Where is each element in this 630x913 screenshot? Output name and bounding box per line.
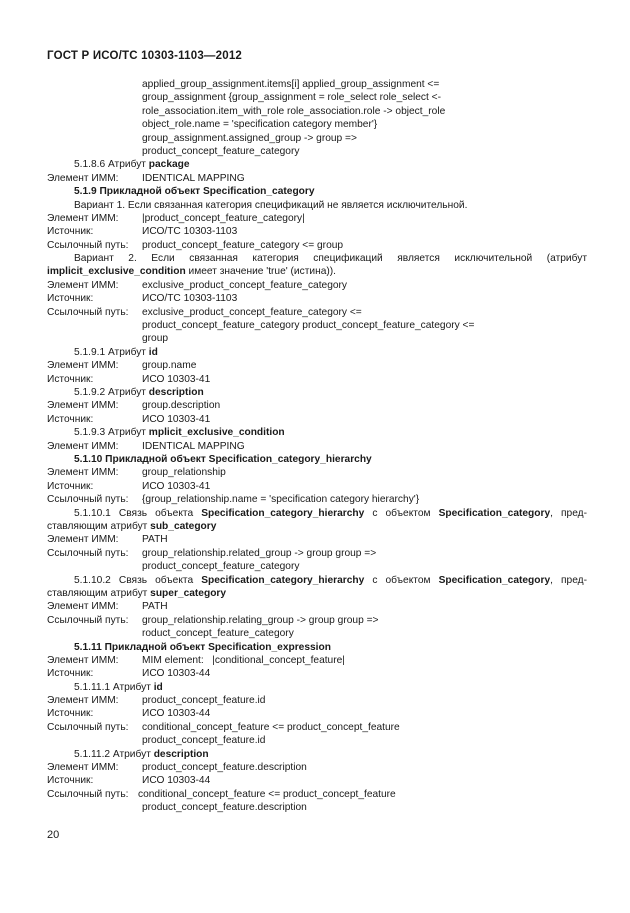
mapping-row — [47, 707, 587, 720]
relation-heading — [47, 574, 587, 601]
heading-text: с объектом — [364, 574, 439, 586]
page-number: 20 — [47, 829, 60, 841]
mapping-row — [47, 480, 587, 493]
attribute-name: id — [148, 346, 158, 358]
mapping-row — [47, 225, 587, 238]
attribute-name: implicit_exclusive_condition — [47, 266, 186, 278]
mapping-label: Элемент ИММ: — [47, 172, 119, 184]
attribute-name: mplicit_exclusive_condition — [148, 427, 285, 439]
attribute-name: description — [153, 748, 209, 760]
mapping-value: group.name — [142, 360, 197, 372]
mapping-label: Элемент ИММ: — [47, 279, 119, 291]
mapping-value: product_concept_feature_category <= group — [142, 239, 344, 251]
mapping-row — [47, 399, 587, 412]
mapping-row — [47, 172, 587, 185]
mapping-label: Элемент ИММ: — [47, 467, 119, 479]
attribute-name: super_category — [150, 587, 227, 599]
mapping-value: IDENTICAL MAPPING — [142, 440, 245, 452]
mapping-row — [47, 694, 587, 707]
mapping-label: Ссылочный путь: — [47, 614, 129, 626]
mapping-value: ИСО 10303-44 — [142, 708, 211, 720]
mapping-value: ИСО/ТС 10303-1103 — [142, 226, 238, 238]
heading-prefix: 5.1.9.1 Атрибут — [74, 346, 149, 358]
variant-text: Вариант 1. Если связанная категория спецификаций не является исключительной. — [74, 199, 468, 211]
mapping-label: Источник: — [47, 480, 94, 492]
mapping-value: ИСО 10303-44 — [142, 775, 211, 787]
heading-text: , пред-ставляющим атрибут — [47, 507, 587, 532]
mapping-value: ИСО 10303-44 — [142, 668, 211, 680]
mapping-row — [47, 239, 587, 252]
continuation-line: product_concept_feature.id — [142, 735, 266, 747]
object-name: Specification_category — [438, 507, 551, 519]
continuation-line: group_assignment {group_assignment = role_select role_select <- — [142, 92, 442, 104]
mapping-label: Ссылочный путь: — [47, 306, 129, 318]
attribute-name: description — [148, 387, 204, 399]
mapping-value: product_concept_feature.description — [142, 762, 307, 774]
mapping-row — [47, 359, 587, 372]
section-heading — [47, 641, 587, 654]
object-name: Specification_category_hierarchy — [201, 507, 365, 519]
mapping-value: group_relationship — [142, 467, 226, 479]
mapping-value: exclusive_product_concept_feature_category — [142, 279, 348, 291]
mapping-value: group.description — [142, 400, 221, 412]
attribute-name: id — [153, 681, 163, 693]
attribute-name: package — [148, 159, 190, 171]
attribute-name: sub_category — [150, 520, 217, 532]
object-name: Specification_category — [438, 574, 551, 586]
mapping-label: Элемент ИММ: — [47, 695, 119, 707]
attribute-heading — [47, 346, 587, 359]
mapping-label: Источник: — [47, 293, 94, 305]
mapping-value: |product_concept_feature_category| — [142, 212, 305, 224]
variant-paragraph — [47, 252, 587, 279]
mapping-row — [47, 547, 587, 560]
mapping-label: Источник: — [47, 413, 94, 425]
mapping-value: conditional_concept_feature <= product_concept_feature — [138, 788, 396, 800]
mapping-label: Ссылочный путь: — [47, 788, 129, 800]
mapping-label: Ссылочный путь: — [47, 721, 129, 733]
continuation-line: product_concept_feature_category product_concept_feature_category <= — [142, 320, 475, 332]
heading-prefix: 5.1.9.3 Атрибут — [74, 427, 149, 439]
mapping-row — [47, 774, 587, 787]
mapping-row — [47, 413, 587, 426]
mapping-row — [47, 440, 587, 453]
mapping-value: exclusive_product_concept_feature_category <= — [142, 306, 362, 318]
mapping-label: Элемент ИММ: — [47, 654, 119, 666]
mapping-row — [47, 212, 587, 225]
document-body — [47, 78, 587, 815]
mapping-label: Ссылочный путь: — [47, 239, 129, 251]
paragraph-text: Вариант 2. Если связанная категория спецификаций является исключительной (атрибут — [74, 253, 587, 265]
mapping-value: conditional_concept_feature <= product_concept_feature — [142, 721, 400, 733]
attribute-heading — [47, 158, 587, 171]
continuation-line: applied_group_assignment.items[i] applied_group_assignment <= — [142, 79, 440, 90]
mapping-label: Источник: — [47, 668, 94, 680]
mapping-row — [47, 493, 587, 506]
mapping-label: Элемент ИММ: — [47, 601, 119, 613]
mapping-label: Элемент ИММ: — [47, 212, 119, 224]
mapping-value: PATH — [142, 601, 168, 613]
mapping-value: ИСО 10303-41 — [142, 413, 211, 425]
mapping-label: Элемент ИММ: — [47, 762, 119, 774]
mapping-label: Элемент ИММ: — [47, 360, 119, 372]
continuation-line: roduct_concept_feature_category — [142, 628, 294, 640]
mapping-label: Элемент ИММ: — [47, 534, 119, 546]
mapping-row — [47, 614, 587, 627]
section-heading — [47, 453, 587, 466]
mapping-row — [47, 721, 587, 734]
continuation-line: product_concept_feature.description — [142, 802, 307, 814]
mapping-value: MIM element: |conditional_concept_feature| — [142, 654, 345, 666]
object-name: Specification_category_hierarchy — [201, 574, 365, 586]
continuation-line: role_association.item_with_role role_association.role -> object_role — [142, 105, 446, 117]
mapping-value: IDENTICAL MAPPING — [142, 172, 245, 184]
attribute-heading — [47, 681, 587, 694]
page-header: ГОСТ Р ИСО/ТС 10303-1103—2012 — [47, 50, 243, 62]
mapping-label: Ссылочный путь: — [47, 547, 129, 559]
mapping-label: Элемент ИММ: — [47, 400, 119, 412]
attribute-heading — [47, 386, 587, 399]
continuation-line: group_assignment.assigned_group -> group => — [142, 132, 357, 144]
mapping-row — [47, 600, 587, 613]
heading-prefix: 5.1.9.2 Атрибут — [74, 387, 149, 399]
mapping-label: Ссылочный путь: — [47, 494, 129, 506]
continuation-line: object_role.name = 'specification category member'} — [142, 119, 378, 131]
mapping-row — [47, 279, 587, 292]
attribute-heading — [47, 426, 587, 439]
mapping-label: Источник: — [47, 373, 94, 385]
section-title: 5.1.9 Прикладной объект Specification_category — [74, 186, 315, 198]
continuation-line: group — [142, 333, 169, 345]
mapping-row — [47, 533, 587, 546]
continuation-line: product_concept_feature_category — [142, 145, 300, 157]
heading-text: 5.1.10.1 Связь объекта — [74, 507, 202, 519]
section-title: 5.1.11 Прикладной объект Specification_expression — [74, 641, 331, 653]
mapping-row — [47, 292, 587, 305]
mapping-value: product_concept_feature.id — [142, 695, 266, 707]
section-title: 5.1.10 Прикладной объект Specification_category_hierarchy — [74, 453, 372, 465]
heading-prefix: 5.1.11.2 Атрибут — [74, 748, 154, 760]
mapping-value: ИСО/ТС 10303-1103 — [142, 293, 238, 305]
mapping-label: Элемент ИММ: — [47, 440, 119, 452]
heading-prefix: 5.1.8.6 Атрибут — [74, 159, 149, 171]
mapping-row — [47, 373, 587, 386]
mapping-value: ИСО 10303-41 — [142, 373, 211, 385]
mapping-value: group_relationship.relating_group -> group group => — [142, 614, 379, 626]
relation-heading — [47, 507, 587, 534]
mapping-label: Источник: — [47, 775, 94, 787]
mapping-row — [47, 667, 587, 680]
mapping-value: ИСО 10303-41 — [142, 480, 211, 492]
section-heading — [47, 185, 587, 198]
mapping-value: PATH — [142, 534, 168, 546]
mapping-row — [47, 761, 587, 774]
mapping-row — [47, 466, 587, 479]
heading-text: с объектом — [364, 507, 439, 519]
mapping-row — [47, 306, 587, 319]
heading-prefix: 5.1.11.1 Атрибут — [74, 681, 154, 693]
heading-text: 5.1.10.2 Связь объекта — [74, 574, 202, 586]
mapping-row — [47, 654, 587, 667]
heading-text: , пред-ставляющим атрибут — [47, 574, 587, 599]
mapping-label: Источник: — [47, 708, 94, 720]
continuation-line: product_concept_feature_category — [142, 561, 300, 573]
mapping-row — [47, 788, 587, 801]
paragraph-text: имеет значение 'true' (истина)). — [185, 266, 336, 278]
mapping-label: Источник: — [47, 226, 94, 238]
mapping-value: group_relationship.related_group -> group group => — [142, 547, 377, 559]
attribute-heading — [47, 748, 587, 761]
mapping-value: {group_relationship.name = 'specification category hierarchy'} — [142, 494, 420, 506]
